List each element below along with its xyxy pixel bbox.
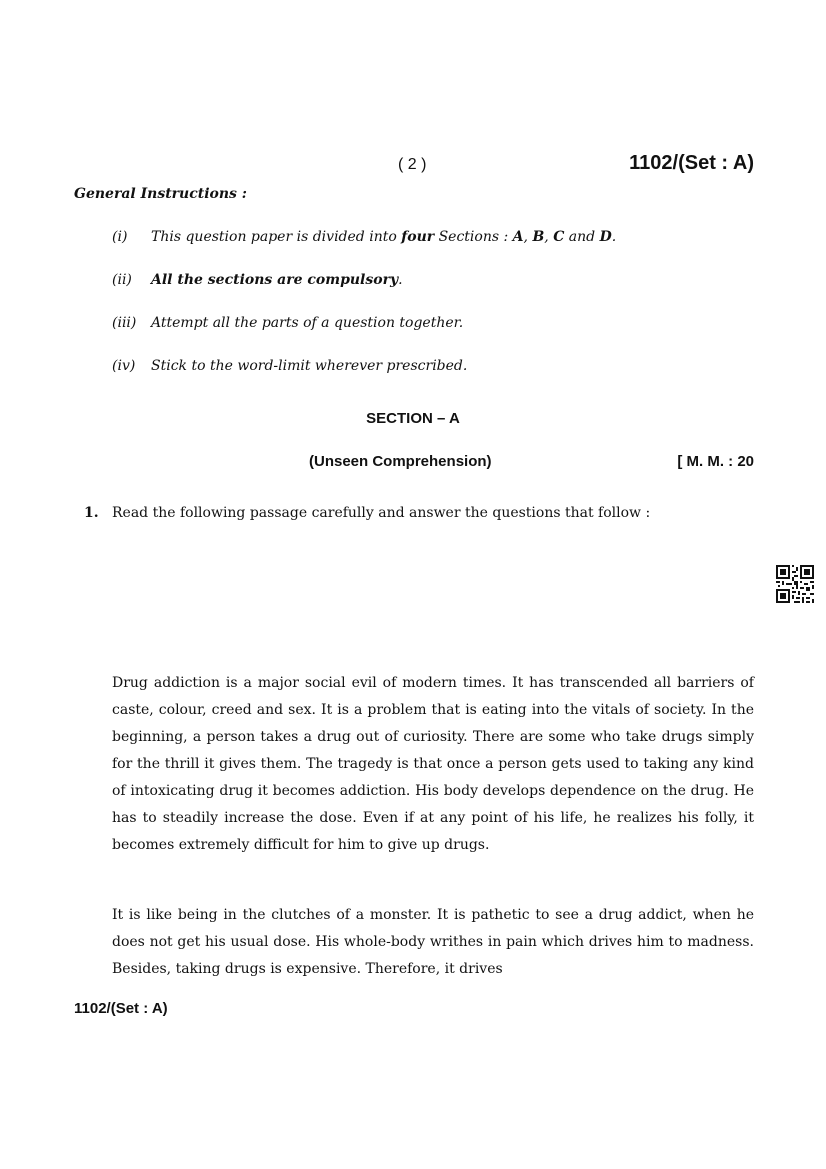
- passage-paragraph: It is like being in the clutches of a monster. It is pathetic to see a drug addict, when he does not get his usual dose. His whole-body writhes in pain which drives him to madness. Besides, taking drugs is expensive. Therefore, it drives: [112, 907, 754, 977]
- paper-code-header: 1102/(Set : A): [629, 152, 754, 174]
- instruction-text: Stick to the word-limit wherever prescribed.: [151, 358, 468, 374]
- instruction-text: All the sections are compulsory.: [151, 272, 403, 288]
- question-text: Read the following passage carefully and answer the questions that follow :: [112, 505, 651, 521]
- instruction-item: [112, 272, 403, 288]
- instruction-text: This question paper is divided into four Sections : A, B, C and D.: [151, 229, 617, 245]
- section-subtitle: (Unseen Comprehension): [309, 453, 492, 470]
- instruction-number: (i): [112, 229, 128, 245]
- qr-code-icon: [776, 565, 814, 603]
- page-number: ( 2 ): [398, 156, 427, 173]
- instruction-item: [112, 315, 463, 331]
- general-instructions-title: General Instructions :: [74, 186, 247, 202]
- instruction-item: [112, 229, 616, 245]
- section-marks: [ M. M. : 20: [677, 453, 754, 470]
- paper-code-footer: 1102/(Set : A): [74, 1000, 168, 1017]
- instruction-number: (ii): [112, 272, 132, 288]
- instruction-text: Attempt all the parts of a question together.: [151, 315, 464, 331]
- instruction-number: (iii): [112, 315, 137, 331]
- passage-paragraph: Drug addiction is a major social evil of modern times. It has transcended all barriers of caste, colour, creed and sex. It is a problem that is eating into the vitals of society. In the beginning, a person takes a drug out of curiosity. There are some who take drugs simply for the thrill it gives them. The tragedy is that once a person gets used to taking any kind of intoxicating drug it becomes addiction. His body develops dependence on the drug. He has to steadily increase the dose. Even if at any point of his life, he realizes his folly, it becomes extremely difficult for him to give up drugs.: [112, 675, 754, 853]
- instruction-number: (iv): [112, 358, 136, 374]
- question-number: 1.: [84, 505, 99, 521]
- section-title: SECTION – A: [366, 410, 460, 427]
- instruction-item: [112, 358, 467, 374]
